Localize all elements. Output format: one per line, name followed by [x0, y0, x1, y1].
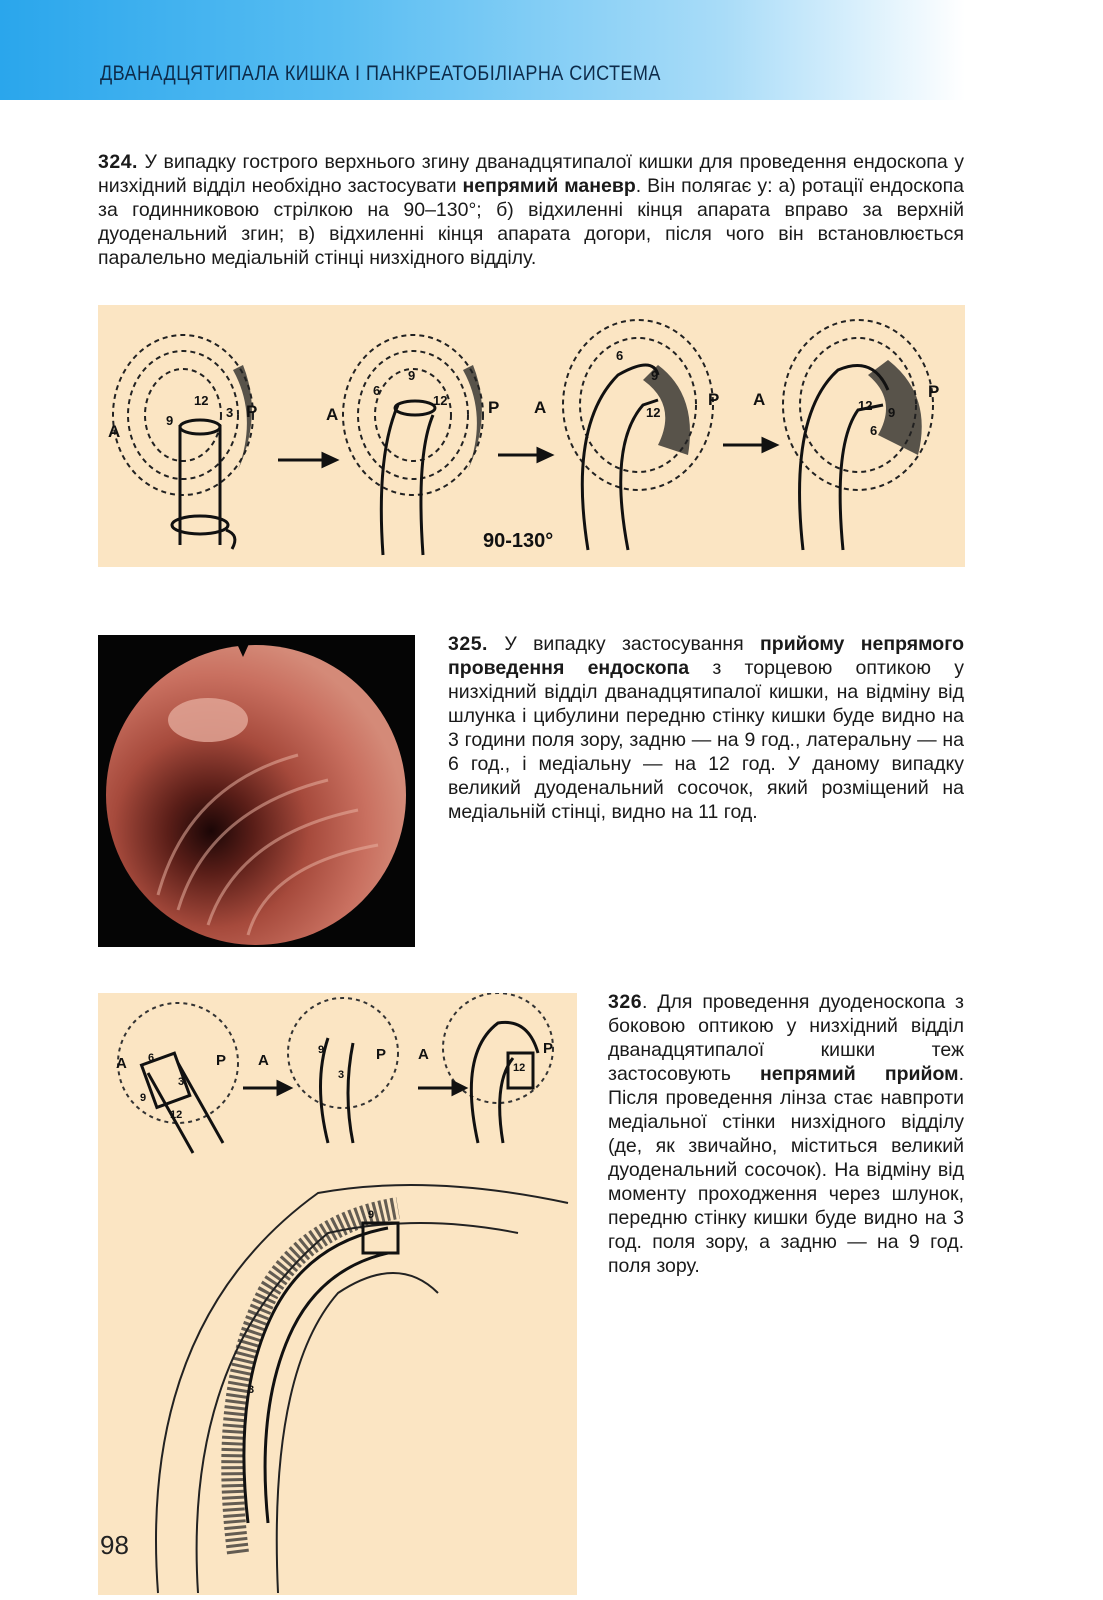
- fig324-clock-9-1: 9: [166, 413, 174, 428]
- paragraph-325-text-b: з торцевою оптикою у низхідний відділ дванадцятипалої кишки, на відміну від шлунка і цибулини передню стінку кишки буде видно на 3 години поля зору, задню — на 9 год., латеральну — на 6 год., і медіальну — на 12 год. У даному випадку великий дуоденальний сосочок, який розміщений на медіальній стінці, видно на 11 год.: [448, 657, 964, 823]
- page-number: 98: [100, 1530, 129, 1560]
- fig324-label-p-1: P: [246, 402, 258, 421]
- fig324-clock-12-4: 12: [858, 398, 873, 413]
- fig326-clock-9-2: 9: [318, 1044, 325, 1056]
- fig326-clock-9-1: 9: [140, 1092, 147, 1104]
- paragraph-325: [448, 632, 964, 824]
- fig324-label-p-4: P: [928, 382, 940, 401]
- paragraph-324: [98, 150, 964, 270]
- fig326-clock-3-4: 3: [248, 1384, 255, 1396]
- item-number-326: 326: [608, 991, 643, 1013]
- fig324-clock-6-2: 6: [373, 383, 381, 398]
- fig326-label-a-1: A: [116, 1055, 127, 1072]
- fig324-label-p-2: P: [488, 398, 500, 417]
- fig324-label-p-3: P: [708, 390, 720, 409]
- fig326-clock-6-1: 6: [148, 1052, 155, 1064]
- fig324-clock-9-4: 9: [888, 405, 896, 420]
- fig324-rotation-label: 90-130°: [483, 530, 554, 552]
- paragraph-326-bold: непрямий прийом: [759, 1063, 959, 1085]
- fig326-label-p-2: P: [376, 1046, 387, 1063]
- paragraph-325-bold: прийому непрямого проведення ендоскопа: [448, 633, 964, 679]
- fig324-clock-6-3: 6: [616, 348, 624, 363]
- fig326-clock-12-1: 12: [170, 1109, 183, 1121]
- fig326-clock-12-3: 12: [513, 1062, 526, 1074]
- fig324-label-a-4: A: [753, 390, 766, 409]
- paragraph-326-text-a: . Для проведення дуоденоскопа з боковою оптикою у низхідний відділ дванадцятипалої кишки теж застосовують: [608, 991, 964, 1085]
- paragraph-324-bold: непрямий маневр: [462, 175, 636, 197]
- fig324-clock-3-1: 3: [226, 405, 234, 420]
- fig326-label-p-3: P: [543, 1040, 554, 1057]
- figure-326-illustration: [98, 993, 577, 1595]
- fig324-label-a-2: A: [326, 405, 339, 424]
- item-number-325: 325.: [448, 633, 488, 655]
- fig324-clock-12-1: 12: [194, 393, 209, 408]
- item-number-324: 324.: [98, 151, 138, 173]
- fig324-clock-9-3: 9: [651, 368, 659, 383]
- fig326-label-a-3: A: [418, 1046, 429, 1063]
- figure-325-endoscopy-photo: [98, 635, 415, 947]
- fig326-clock-3-1: 3: [178, 1076, 185, 1088]
- paragraph-326-text-b: . Після проведення лінза стає навпроти медіальної стінки низхідного відділу (де, як звичайно, міститься великий дуоденальний сосочок). На відміну від моменту проходження через шлунок, передню стінку кишки буде видно на 3 год. поля зору, а задню — на 9 год. поля зору.: [608, 1063, 964, 1277]
- fig324-label-a-3: A: [534, 398, 547, 417]
- paragraph-325-text-a: У випадку застосування: [487, 633, 760, 655]
- paragraph-326: [608, 990, 964, 1278]
- fig324-clock-6-4: 6: [870, 423, 878, 438]
- fig324-clock-12-3: 12: [646, 405, 661, 420]
- fig324-label-a-1: A: [108, 422, 121, 441]
- fig326-label-a-2: A: [258, 1052, 269, 1069]
- fig324-clock-12-2: 12: [433, 393, 448, 408]
- fig326-clock-9-4: 9: [368, 1209, 375, 1221]
- fig324-clock-9-2: 9: [408, 368, 416, 383]
- fig326-clock-3-2: 3: [338, 1069, 345, 1081]
- figure-324-illustration: [98, 305, 965, 567]
- paragraph-324-text-a: У випадку гострого верхнього згину дванадцятипалої кишки для проведення ендоскопа у низхідний відділ необхідно застосувати: [98, 151, 964, 197]
- running-header: ДВАНАДЦЯТИПАЛА КИШКА І ПАНКРЕАТОБІЛІАРНА СИСТЕМА: [100, 62, 661, 85]
- fig326-label-p-1: P: [216, 1052, 227, 1069]
- paragraph-324-text-b: . Він полягає у: а) ротації ендоскопа за годинниковою стрілкою на 90–130°; б) відхиленні кінця апарата вправо за верхній дуоденальний згин; в) відхиленні кінця апарата догори, після чого він встановлюється паралельно медіальній стінці низхідного відділу.: [98, 175, 964, 269]
